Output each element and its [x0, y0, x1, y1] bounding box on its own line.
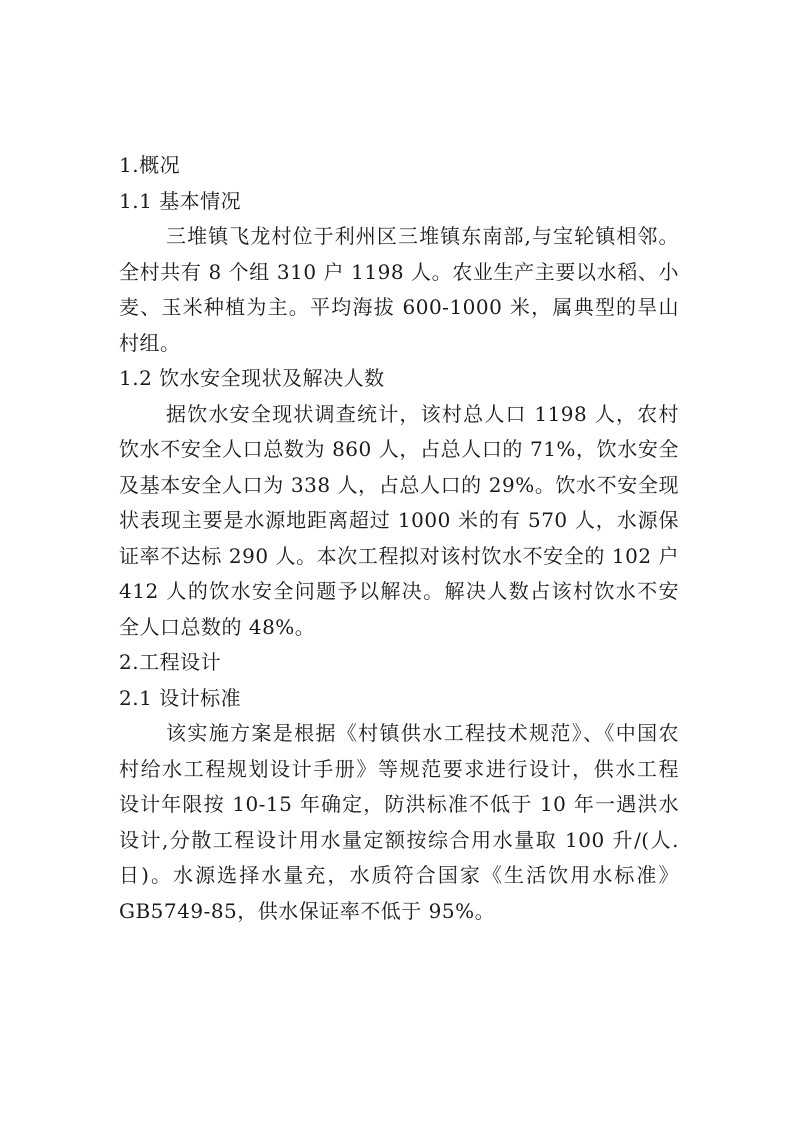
paragraph-line: 麦、玉米种植为主。平均海拔 600-1000 米，属典型的旱山	[119, 295, 679, 319]
paragraph-line: 饮水不安全人口总数为 860 人，占总人口的 71%，饮水安全	[119, 437, 679, 461]
paragraph-line: 及基本安全人口为 338 人，占总人口的 29%。饮水不安全现	[119, 472, 679, 497]
paragraph-line: GB5749-85，供水保证率不低于 95%。	[119, 898, 496, 923]
paragraph-line: 状表现主要是水源地距离超过 1000 米的有 570 人，水源保	[119, 508, 679, 532]
paragraph-line: 三堆镇飞龙村位于利州区三堆镇东南部,与宝轮镇相邻。	[166, 224, 679, 248]
paragraph-line: 证率不达标 290 人。本次工程拟对该村饮水不安全的 102 户	[119, 543, 679, 568]
paragraph-line: 全村共有 8 个组 310 户 1198 人。农业生产主要以水稻、小	[119, 259, 679, 284]
paragraph-line: 据饮水安全现状调查统计，该村总人口 1198 人，农村	[166, 401, 679, 426]
section-heading: 1.概况	[119, 153, 181, 177]
paragraph-design-standard	[119, 716, 679, 929]
paragraph-line: 412 人的饮水安全问题予以解决。解决人数占该村饮水不安	[119, 579, 679, 603]
paragraph-line: 村给水工程规划设计手册》等规范要求进行设计，供水工程	[119, 756, 679, 781]
paragraph-line: 该实施方案是根据《村镇供水工程技术规范》、《中国农	[166, 721, 679, 745]
paragraph-line: 日)。水源选择水量充，水质符合国家《生活饮用水标准》	[119, 863, 679, 887]
paragraph-line: 全人口总数的 48%。	[119, 614, 316, 639]
document-body	[119, 148, 679, 929]
paragraph-water-safety	[119, 397, 679, 646]
subsection-heading: 2.1 设计标准	[119, 685, 242, 710]
paragraph-line: 村组。	[119, 330, 181, 355]
section-heading: 2.工程设计	[119, 650, 222, 674]
paragraph-line: 设计,分散工程设计用水量定额按综合用水量取 100 升/(人.	[119, 827, 679, 852]
subsection-heading: 1.2 饮水安全现状及解决人数	[119, 366, 385, 390]
subsection-heading: 1.1 基本情况	[119, 188, 242, 213]
paragraph-basic-info	[119, 219, 679, 361]
paragraph-line: 设计年限按 10-15 年确定，防洪标准不低于 10 年一遇洪水	[119, 792, 679, 816]
